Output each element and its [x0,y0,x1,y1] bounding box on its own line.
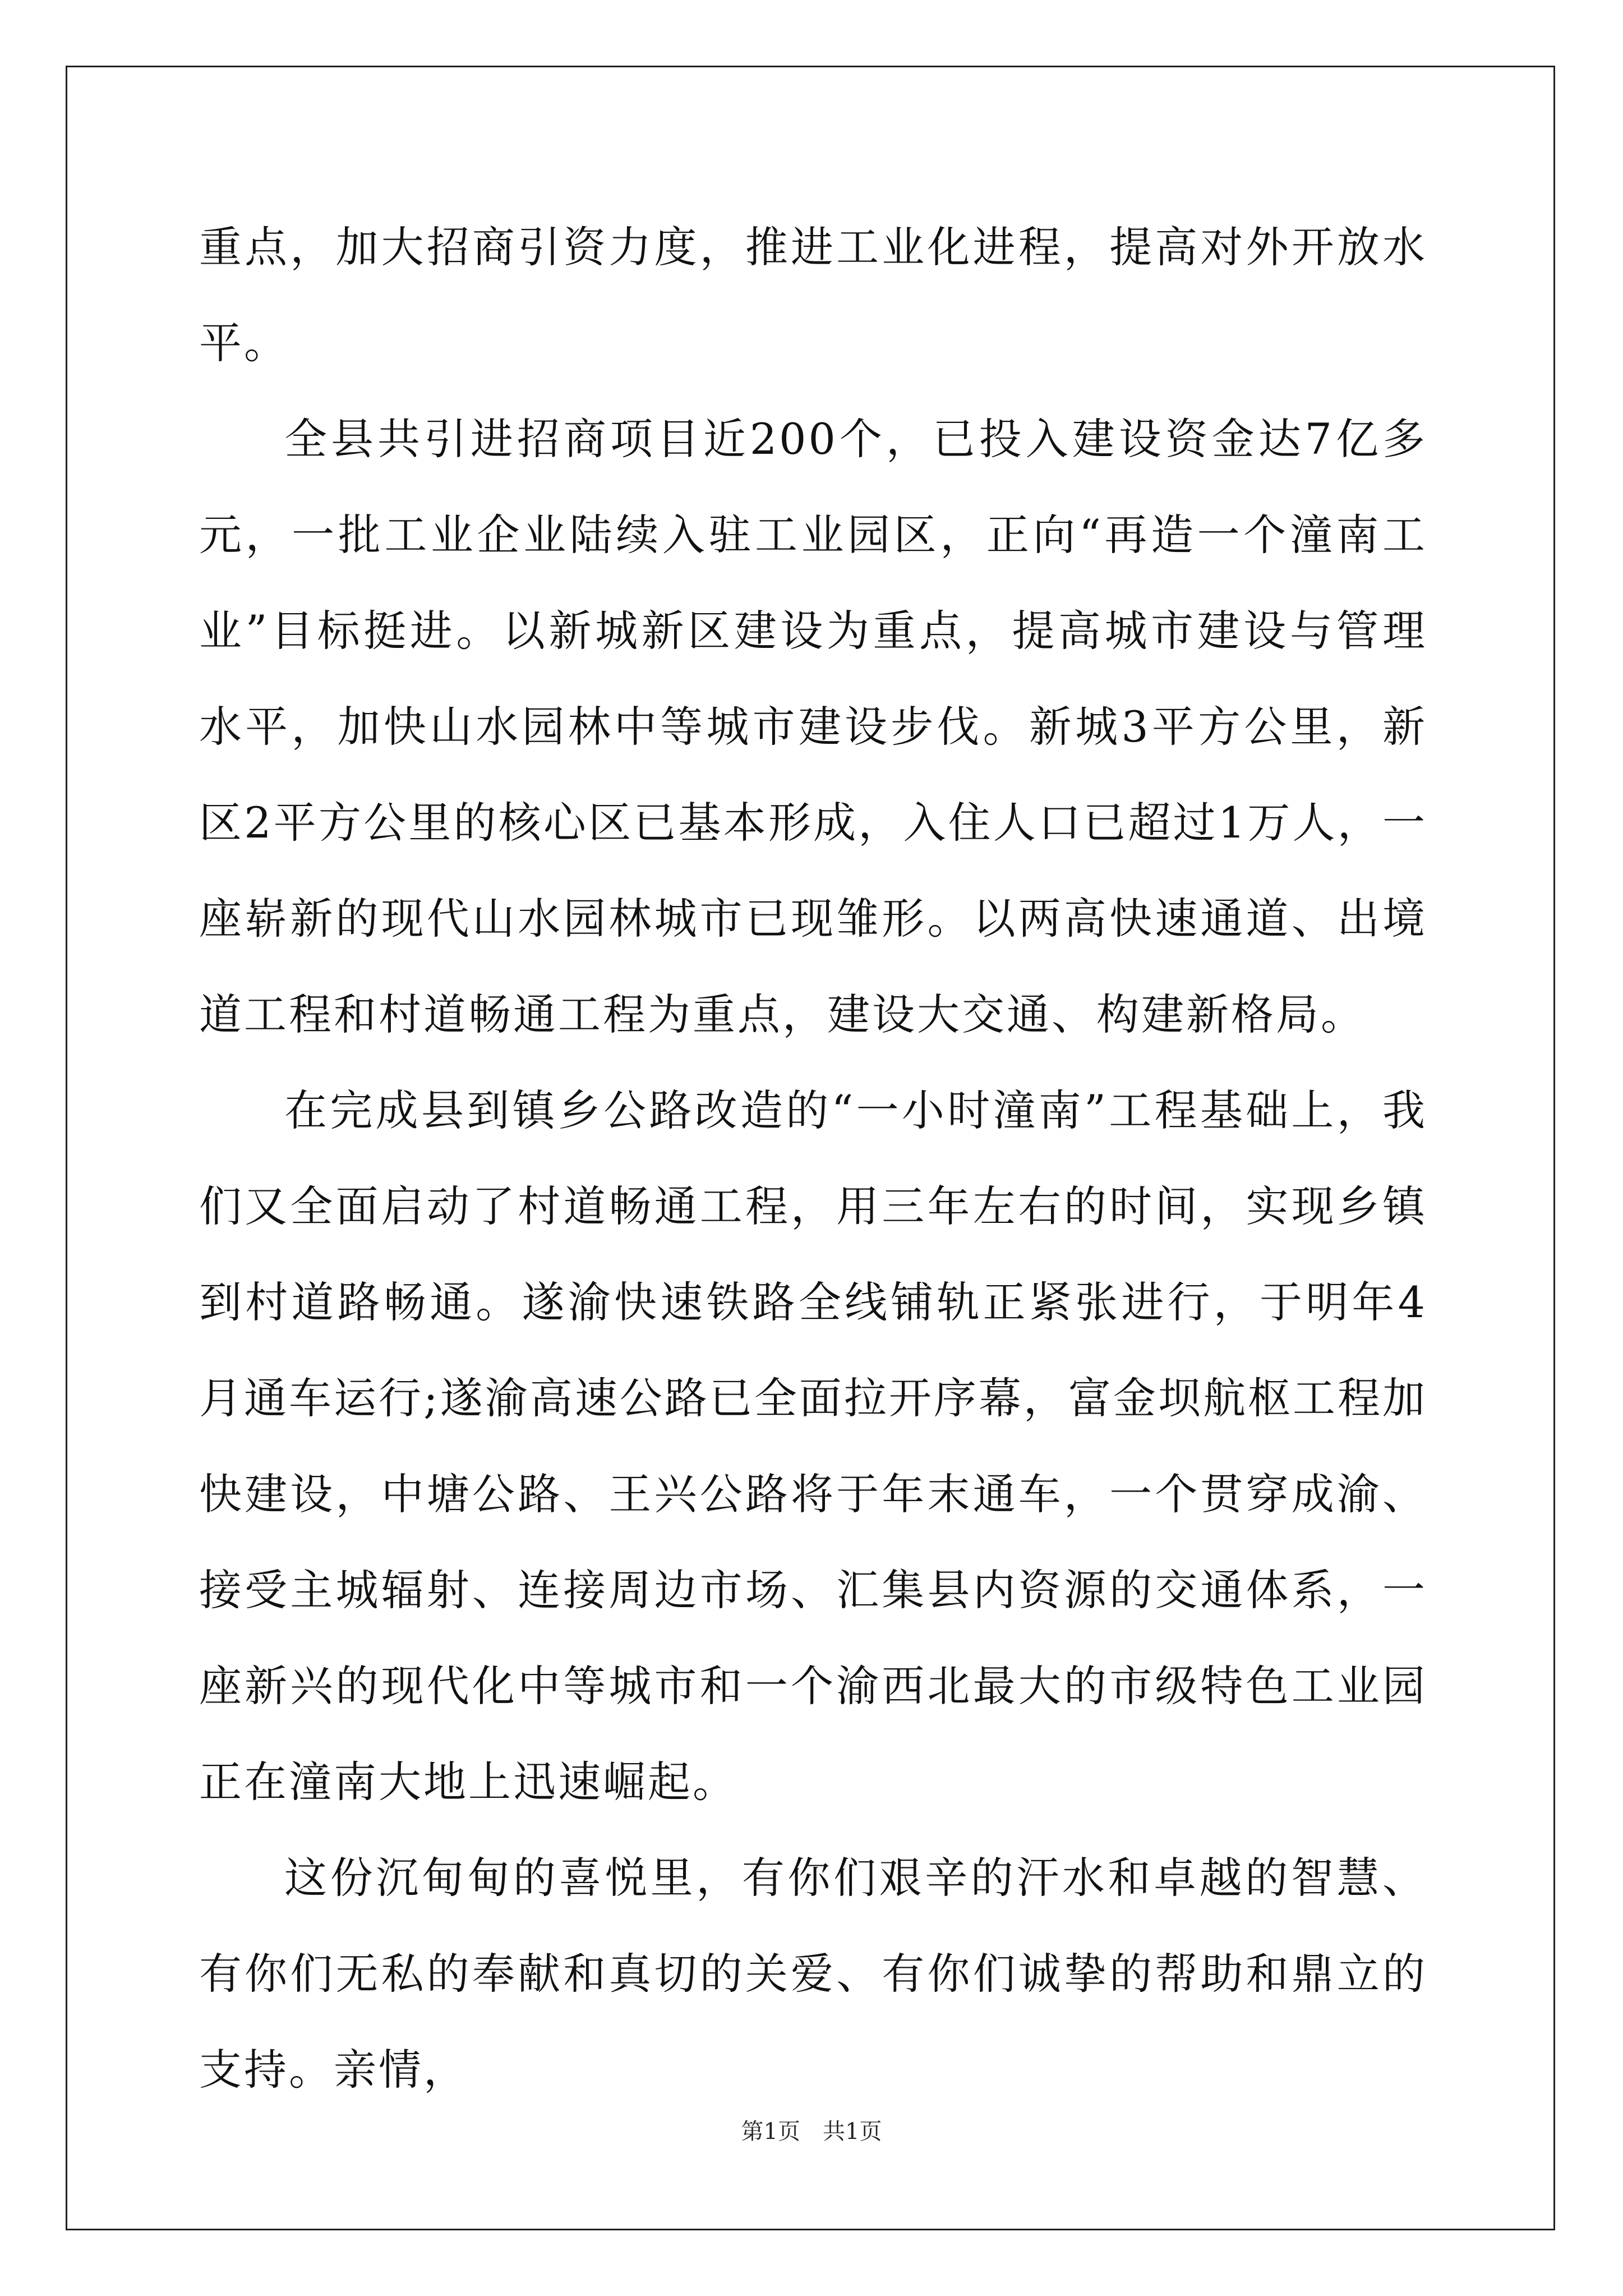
paragraph-3: 在完成县到镇乡公路改造的“一小时潼南”工程基础上，我们又全面启动了村道畅通工程，用三年左右的时间，实现乡镇到村道路畅通。遂渝快速铁路全线铺轨正紧张进行，于明年4月通车运行;遂渝高速公路已全面拉开序幕，富金坝航枢工程加快建设，中塘公路、王兴公路将于年末通车，一个贯穿成渝、接受主城辐射、连接周边市场、汇集县内资源的交通体系，一座新兴的现代化中等城市和一个渝西北最大的市级特色工业园正在潼南大地上迅速崛起。 [199,1085,1427,1807]
paragraph-4: 这份沉甸甸的喜悦里，有你们艰辛的汗水和卓越的智慧、有你们无私的奉献和真切的关爱、有你们诚挚的帮助和鼎立的支持。亲情， [199,1853,1427,2095]
paragraph-2: 全县共引进招商项目近200个，已投入建设资金达7亿多元，一批工业企业陆续入驻工业园区，正向“再造一个潼南工业”目标挺进。以新城新区建设为重点，提高城市建设与管理水平，加快山水园林中等城市建设步伐。新城3平方公里，新区2平方公里的核心区已基本形成，入住人口已超过1万人，一座崭新的现代山水园林城市已现雏形。以两高快速通道、出境道工程和村道畅通工程为重点，建设大交通、构建新格局。 [199,414,1427,1039]
paragraph-1: 重点，加大招商引资力度，推进工业化进程，提高对外开放水平。 [199,222,1427,368]
document-body [199,199,1427,2118]
page-footer [0,2118,1623,2146]
page-number-label: 第1页 共1页 [741,2119,882,2145]
